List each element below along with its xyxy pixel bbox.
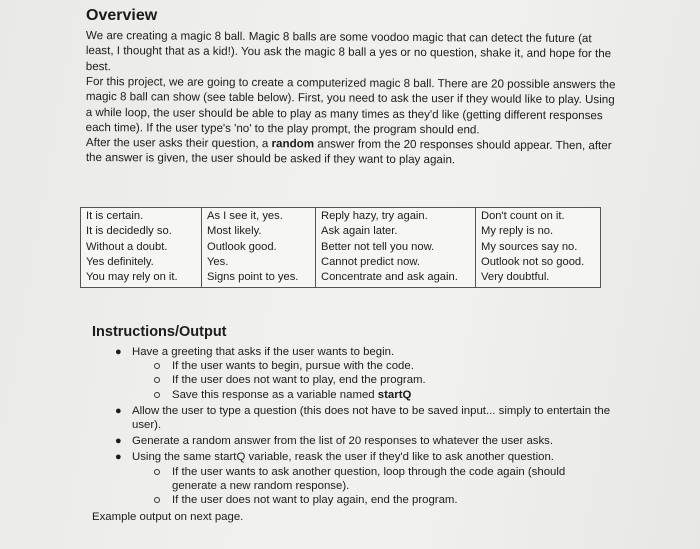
answer-cell: Cannot predict now. <box>321 255 420 268</box>
overview-section <box>86 6 616 166</box>
instruction-text: If the user wants to ask another question, loop through the code again (should generate a new random response). <box>172 465 566 492</box>
circle-bullet-icon <box>154 392 160 398</box>
sub-list <box>132 465 612 508</box>
answer-cell: Without a doubt. <box>86 240 168 253</box>
answer-cell: My sources say no. <box>481 240 578 253</box>
list-item <box>132 359 612 373</box>
circle-bullet-icon <box>154 363 160 369</box>
list-item <box>132 373 612 387</box>
overview-paragraph-2: For this project, we are going to create a computerized magic 8 ball. There are 20 possible answers the magic 8 ball can show (see table below). First, you need to ask the user if they would like to play. Using a while loop, the user should be able to play as many times as they'd like (getting different responses each time). If the user type's 'no' to the play prompt, the program should end. <box>85 74 616 137</box>
answer-cell: You may rely on it. <box>86 271 178 284</box>
circle-bullet-icon <box>154 377 160 383</box>
bullet-icon: ● <box>115 451 122 464</box>
instruction-text: Using the same startQ variable, reask the user if they'd like to ask another question. <box>132 451 554 464</box>
answers-column-2 <box>202 208 316 288</box>
list-item <box>92 450 612 507</box>
list-item <box>92 404 612 432</box>
answer-cell: Signs point to yes. <box>207 271 299 284</box>
instruction-text: If the user does not want to play, end the program. <box>172 374 426 387</box>
table-row <box>81 208 601 288</box>
instructions-list <box>92 345 612 507</box>
answer-cell: Reply hazy, try again. <box>321 210 428 222</box>
answer-cell: Outlook good. <box>207 240 277 253</box>
overview-paragraph-3 <box>86 135 616 169</box>
bullet-icon: ● <box>115 346 122 358</box>
answer-cell: Ask again later. <box>321 225 398 238</box>
para3-text-start: After the user asks their question, a <box>85 136 272 151</box>
answers-table <box>80 207 601 288</box>
answer-cell: Don't count on it. <box>481 210 565 222</box>
instruction-text: Have a greeting that asks if the user wants to begin. <box>132 346 395 358</box>
bullet-icon: ● <box>115 404 122 417</box>
list-item <box>132 465 612 493</box>
para3-bold-random: random <box>271 137 315 151</box>
instructions-section <box>92 323 612 524</box>
answer-cell: Better not tell you now. <box>321 240 435 253</box>
para3-text-end: answer from the 20 responses should appear. Then, after the answer is given, the user should be asked if they want to play again. <box>85 137 612 167</box>
answers-column-1 <box>81 208 202 288</box>
instruction-text: Generate a random answer from the list of 20 responses to whatever the user asks. <box>132 435 554 448</box>
instruction-text: If the user does not want to play again, end the program. <box>172 494 458 507</box>
answer-cell: Yes definitely. <box>86 255 154 268</box>
answers-column-4 <box>476 208 601 288</box>
answer-cell: Most likely. <box>207 225 262 238</box>
list-item <box>92 345 612 402</box>
answer-cell: Very doubtful. <box>481 271 550 284</box>
answer-cell: Yes. <box>207 255 229 268</box>
answer-cell: My reply is no. <box>481 225 554 238</box>
overview-heading: Overview <box>86 7 158 24</box>
sub-list <box>132 359 612 402</box>
instruction-text: If the user wants to begin, pursue with the code. <box>172 360 414 373</box>
instruction-text: Save this response as a variable named <box>172 388 378 401</box>
variable-name-startq: startQ <box>377 388 412 401</box>
answer-cell: It is certain. <box>86 210 144 222</box>
answer-cell: Outlook not so good. <box>481 255 585 268</box>
instructions-heading: Instructions/Output <box>92 324 227 340</box>
list-item <box>92 434 612 448</box>
instruction-text: Allow the user to type a question (this does not have to be saved input... simply to entertain the user). <box>132 404 611 432</box>
list-item <box>132 493 612 507</box>
answer-cell: Concentrate and ask again. <box>321 271 458 284</box>
circle-bullet-icon <box>154 469 160 475</box>
answers-column-3 <box>316 208 476 288</box>
bullet-icon: ● <box>115 435 122 448</box>
footer-note: Example output on next page. <box>92 511 244 524</box>
answer-cell: It is decidedly so. <box>86 225 172 238</box>
list-item <box>132 388 612 402</box>
answer-cell: As I see it, yes. <box>207 210 283 222</box>
overview-paragraph-1: We are creating a magic 8 ball. Magic 8 balls are some voodoo magic that can detect the future (at least, I thought that as a kid!). You ask the magic 8 ball a yes or no question, shake it, and hope for the best. <box>85 28 612 73</box>
circle-bullet-icon <box>154 497 160 503</box>
